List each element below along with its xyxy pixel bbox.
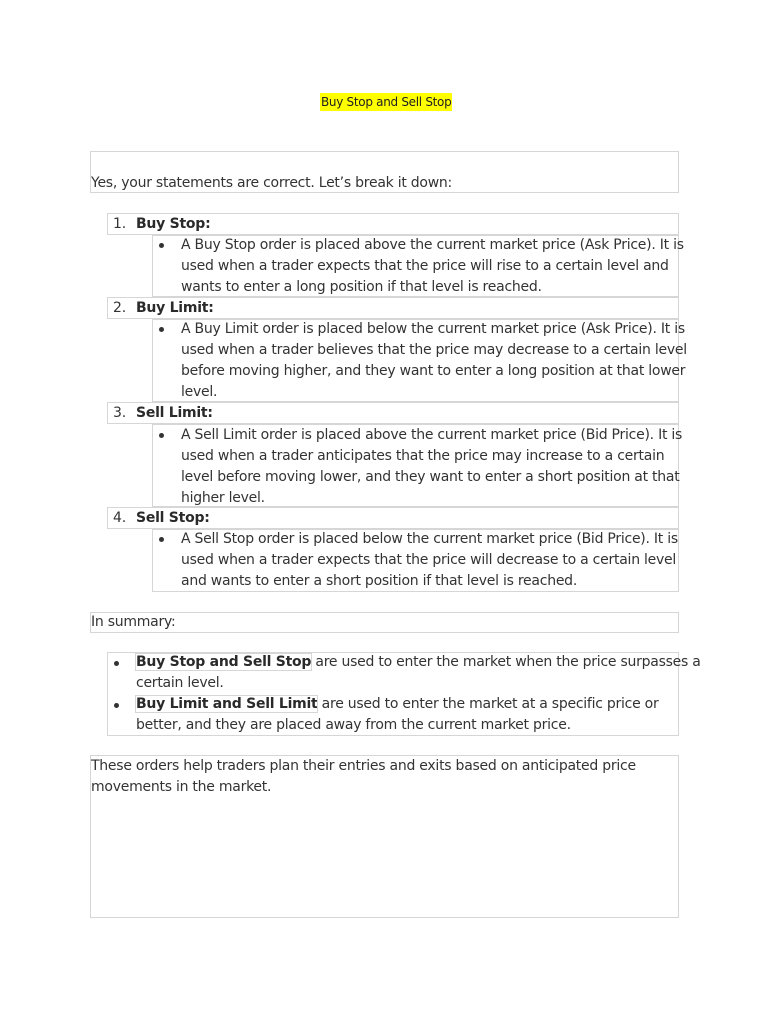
bullet-icon (159, 327, 164, 332)
bullet-icon (159, 537, 164, 542)
summary-item: Buy Stop and Sell Stop are used to enter the market when the price surpasses a certain level. (136, 654, 701, 691)
summary-item-term: Buy Limit and Sell Limit (136, 696, 318, 712)
list-item-label: Sell Stop: (136, 510, 210, 526)
summary-heading: In summary: (91, 614, 176, 630)
list-item-label: Sell Limit: (136, 405, 213, 421)
list-item-label: Buy Stop: (136, 216, 211, 232)
summary-item: Buy Limit and Sell Limit are used to enter the market at a specific price or better, and they are placed away from the current market price. (136, 696, 659, 733)
closing-paragraph: These orders help traders plan their entries and exits based on anticipated price movements in the market. (91, 758, 636, 795)
list-item-label: Buy Limit: (136, 300, 214, 316)
bullet-icon (159, 433, 164, 438)
list-item-detail: A Buy Stop order is placed above the current market price (Ask Price). It is used when a trader expects that the price will rise to a certain level and wants to enter a long position if that level is reached. (181, 237, 684, 295)
bullet-icon (114, 703, 119, 708)
document-title: Buy Stop and Sell Stop (321, 95, 452, 109)
list-item-detail: A Buy Limit order is placed below the current market price (Ask Price). It is used when a trader believes that the price may decrease to a certain level before moving higher, and they want to enter a long position at that lower level. (181, 321, 687, 400)
list-item-detail: A Sell Stop order is placed below the current market price (Bid Price). It is used when a trader expects that the price will decrease to a certain level and wants to enter a short position if that level is reached. (181, 531, 678, 589)
list-item-number: 1. (113, 216, 126, 232)
list-item-detail: A Sell Limit order is placed above the current market price (Bid Price). It is used when a trader anticipates that the price may increase to a certain level before moving lower, and they want to enter a short position at that higher level. (181, 427, 683, 506)
list-item-number: 3. (113, 405, 126, 421)
summary-item-term: Buy Stop and Sell Stop (136, 654, 312, 670)
bullet-icon (114, 661, 119, 666)
summary-heading-box (90, 612, 679, 633)
intro-text: Yes, your statements are correct. Let’s break it down: (91, 175, 453, 191)
list-item-number: 4. (113, 510, 126, 526)
bullet-icon (159, 243, 164, 248)
list-item-number: 2. (113, 300, 126, 316)
